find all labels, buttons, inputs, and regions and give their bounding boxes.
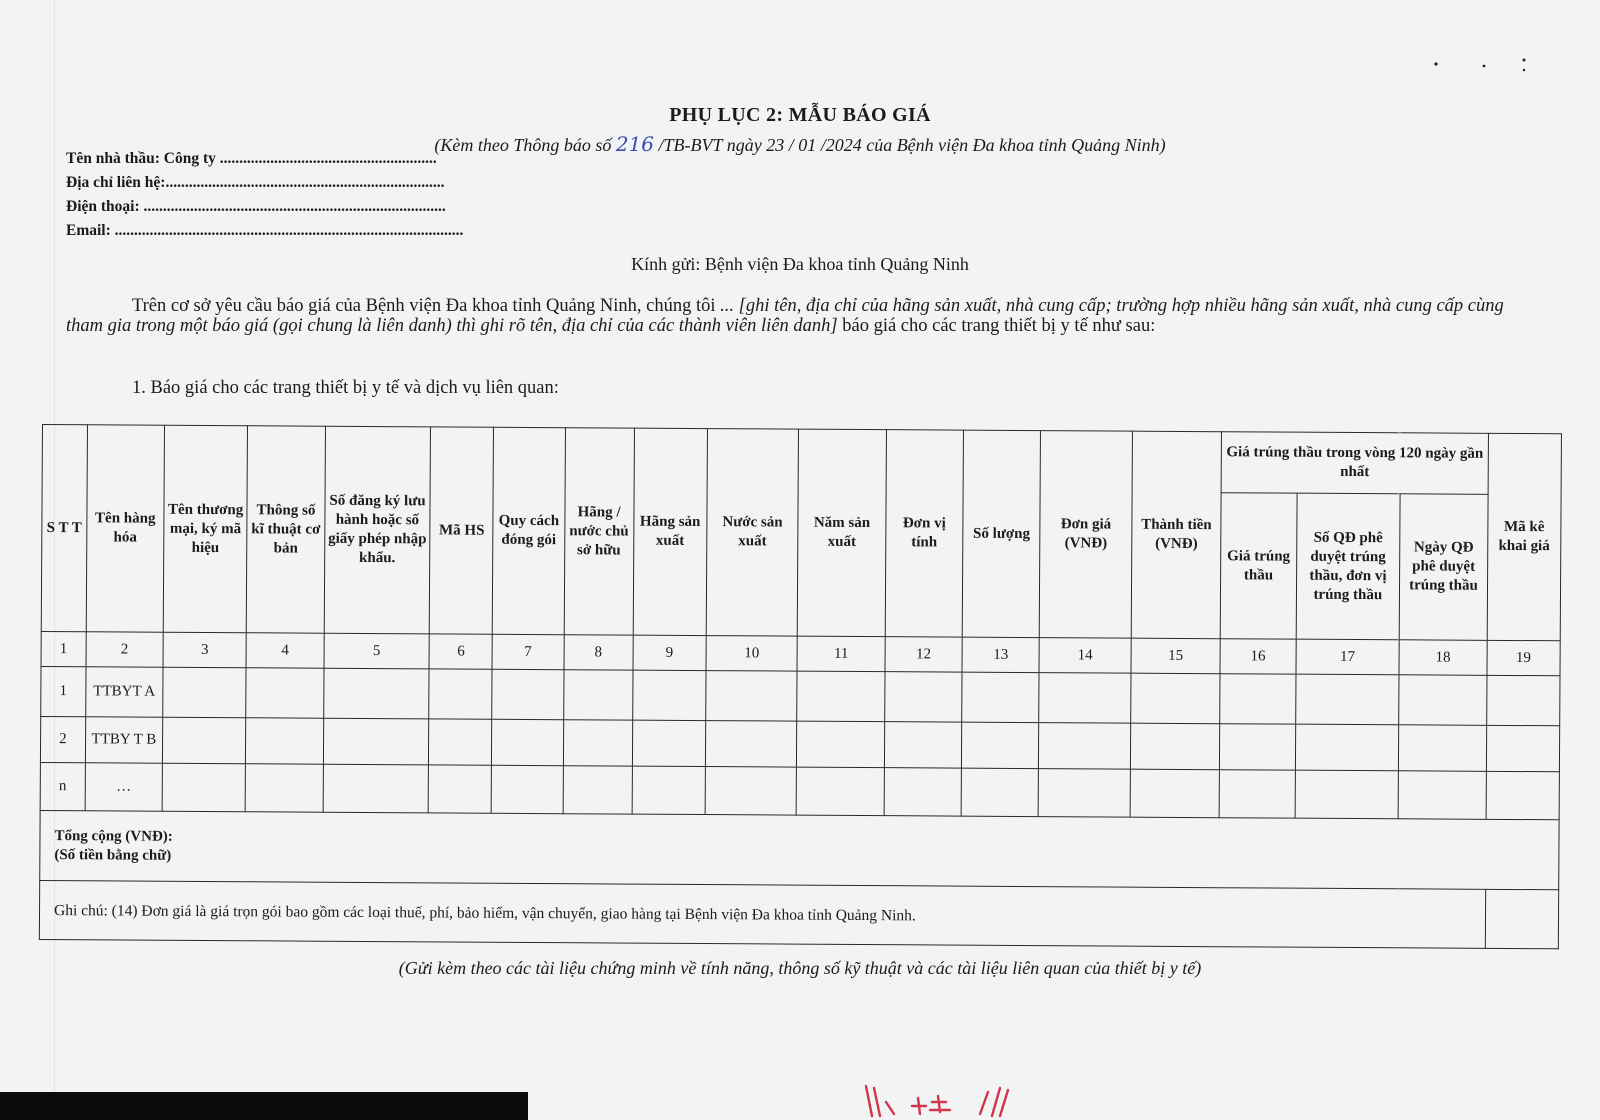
header-item-name: Tên hàng hóa bbox=[86, 425, 165, 633]
header-hs-code: Mã HS bbox=[430, 427, 494, 635]
note-row bbox=[39, 881, 1558, 949]
quotation-table bbox=[39, 424, 1562, 949]
column-number: 18 bbox=[1399, 640, 1487, 675]
header-winning-price-group: Giá trúng thầu trong vòng 120 ngày gần nhất bbox=[1221, 432, 1488, 495]
salutation: Kính gửi: Bệnh viện Đa khoa tỉnh Quảng Ninh bbox=[631, 254, 969, 274]
column-number: 12 bbox=[885, 637, 962, 672]
scan-specks bbox=[1430, 56, 1570, 76]
header-decision-date: Ngày QĐ phê duyệt trúng thầu bbox=[1399, 494, 1487, 641]
column-number: 19 bbox=[1487, 641, 1561, 676]
column-number: 16 bbox=[1220, 639, 1295, 674]
header-registration-no: Số đăng ký lưu hành hoặc số giấy phép nhập khẩu. bbox=[324, 426, 431, 634]
header-owner: Hãng / nước chủ sở hữu bbox=[564, 428, 634, 636]
row-item-name: … bbox=[85, 763, 163, 811]
column-number: 4 bbox=[246, 633, 323, 668]
redaction-bar bbox=[0, 1092, 528, 1120]
header-quantity: Số lượng bbox=[962, 430, 1041, 638]
column-number: 6 bbox=[429, 634, 492, 669]
header-year: Năm sản xuất bbox=[798, 429, 887, 637]
row-item-name: TTBY T B bbox=[85, 717, 163, 763]
note-empty-cell bbox=[1485, 889, 1559, 948]
contractor-name-field: Tên nhà thầu: Công ty ........................................................ bbox=[66, 150, 437, 167]
column-number: 5 bbox=[324, 634, 430, 670]
subtitle-rest: /TB-BVT ngày 23 / 01 /2024 của Bệnh viện Đa khoa tỉnh Quảng Ninh) bbox=[654, 135, 1166, 155]
table-row bbox=[41, 667, 1560, 726]
header-stt: S T T bbox=[41, 425, 87, 633]
column-number: 11 bbox=[797, 636, 885, 671]
note-text: Ghi chú: (14) Đơn giá là giá trọn gói bao gồm các loại thuế, phí, bảo hiểm, vận chuyển, giao hàng tại Bệnh viện Đa khoa tỉnh Quảng Ninh. bbox=[39, 881, 1485, 949]
header-manufacturer: Hãng sản xuất bbox=[633, 428, 707, 636]
total-in-words: (Số tiền bằng chữ) bbox=[54, 846, 172, 864]
total-row bbox=[40, 811, 1559, 890]
header-packaging: Quy cách đóng gói bbox=[493, 427, 565, 635]
column-number: 13 bbox=[962, 637, 1039, 672]
column-number: 2 bbox=[86, 632, 163, 667]
intro-start: Trên cơ sở yêu cầu báo giá của Bệnh viện Đa khoa tỉnh Quảng Ninh, chúng tôi bbox=[132, 296, 721, 316]
header-decision-number: Số QĐ phê duyệt trúng thầu, đơn vị trúng thầu bbox=[1296, 493, 1401, 640]
column-number: 7 bbox=[492, 635, 563, 670]
column-number: 14 bbox=[1039, 638, 1131, 673]
attachment-note: (Gửi kèm theo các tài liệu chứng minh về tính năng, thông số kỹ thuật và các tài liệu liên quan của thiết bị y tế) bbox=[398, 958, 1202, 978]
column-number: 1 bbox=[41, 632, 86, 667]
red-stamp-fragment bbox=[860, 1082, 1050, 1120]
total-label: Tổng cộng (VNĐ): bbox=[54, 827, 173, 845]
contact-address-field: Địa chỉ liên hệ:........................................................................ bbox=[66, 174, 445, 191]
email-field: Email: .......................................................................................... bbox=[66, 222, 464, 239]
row-stt: n bbox=[40, 763, 85, 811]
column-number: 8 bbox=[564, 635, 633, 670]
row-stt: 1 bbox=[41, 667, 86, 717]
document-title: PHỤ LỤC 2: MẪU BÁO GIÁ bbox=[669, 104, 931, 126]
header-country: Nước sản xuất bbox=[706, 429, 799, 637]
handwritten-notice-number: 216 bbox=[615, 132, 655, 156]
header-technical-spec: Thông số kĩ thuật cơ bản bbox=[247, 426, 326, 634]
header-winning-price: Giá trúng thầu bbox=[1221, 493, 1297, 640]
column-number: 17 bbox=[1296, 639, 1400, 675]
column-number: 3 bbox=[163, 633, 247, 668]
phone-field: Điện thoại: .............................................................................. bbox=[66, 198, 446, 215]
intro-paragraph bbox=[66, 296, 1536, 336]
column-number: 15 bbox=[1131, 638, 1221, 673]
total-cell bbox=[40, 811, 1559, 890]
column-number: 9 bbox=[633, 635, 706, 670]
column-number: 10 bbox=[706, 636, 798, 671]
subtitle-prefix: (Kèm theo Thông báo số bbox=[434, 135, 616, 155]
intro-italic-instruction: ... [ghi tên, địa chỉ của hãng sản xuất, nhà cung cấp; trường hợp nhiều hãng sản xuất, nhà cung cấp cùng tham gia trong một báo giá (gọi chung là liên danh) thì ghi rõ tên, địa chỉ của các thành viên liên danh] bbox=[66, 296, 1504, 336]
intro-end: báo giá cho các trang thiết bị y tế như sau: bbox=[837, 316, 1156, 336]
header-unit-price: Đơn giá (VNĐ) bbox=[1040, 431, 1133, 639]
header-trade-name: Tên thương mại, ký mã hiệu bbox=[163, 425, 248, 633]
row-stt: 2 bbox=[40, 717, 85, 763]
row-item-name: TTBYT A bbox=[85, 667, 163, 718]
section-heading: 1. Báo giá cho các trang thiết bị y tế và dịch vụ liên quan: bbox=[132, 378, 559, 398]
header-amount: Thành tiền (VNĐ) bbox=[1131, 431, 1222, 639]
header-price-declaration: Mã kê khai giá bbox=[1487, 433, 1562, 641]
header-unit: Đơn vị tính bbox=[885, 430, 964, 638]
